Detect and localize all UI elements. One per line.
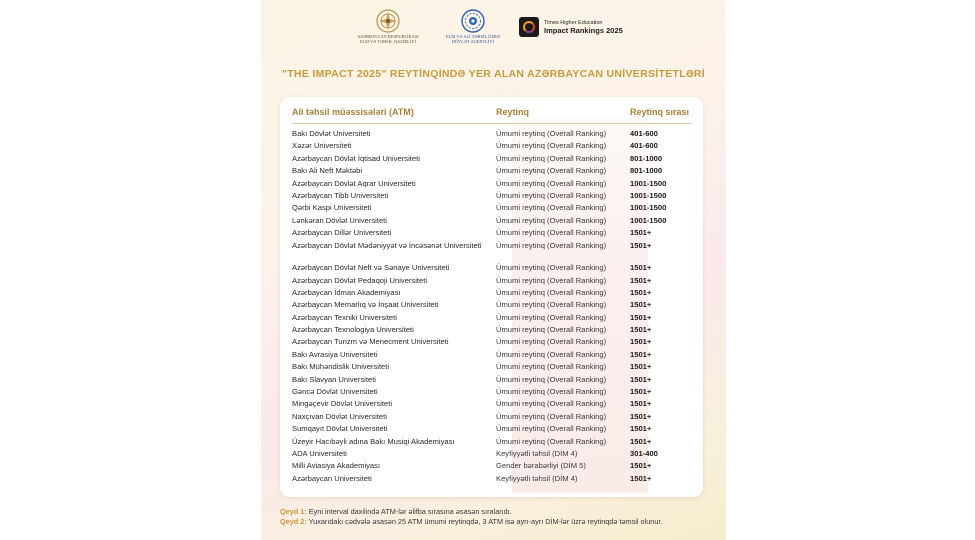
rating-type: Ümumi reytinq (Overall Ranking) [496, 411, 607, 421]
rating-type: Keyfiyyətli təhsil (DİM 4) [496, 448, 578, 458]
institution-name: Azərbaycan Dövlət Pedaqoji Universiteti [292, 275, 428, 285]
rank-value: 1501+ [630, 349, 652, 359]
institution-name: Üzeyir Hacıbəyli adına Bakı Musiqi Akademiyası [292, 436, 455, 446]
rank-value: 801-1000 [630, 153, 663, 163]
institution-name: Bakı Mühəndislik Universiteti [292, 362, 390, 372]
table-row [280, 154, 703, 166]
institution-name: Azərbaycan Memarlıq və İnşaat Universiteti [292, 300, 439, 310]
rank-value: 1501+ [630, 287, 652, 297]
rank-value: 1501+ [630, 399, 652, 409]
table-row [280, 449, 703, 461]
header-rating: Reytinq [496, 107, 530, 117]
the-big-text: Impact Rankings 2025 [544, 26, 623, 35]
table-row [280, 313, 703, 325]
table-row [280, 461, 703, 473]
rating-type: Ümumi reytinq (Overall Ranking) [496, 203, 607, 213]
table-body [280, 129, 703, 486]
rank-value: 1501+ [630, 263, 652, 273]
rank-value: 1501+ [630, 387, 652, 397]
institution-name: Bakı Dövlət Universiteti [292, 129, 371, 138]
rank-value: 1001-1500 [630, 178, 667, 188]
institution-name: Azərbaycan Dövlət Mədəniyyət və İncəsənət Universiteti [292, 240, 482, 250]
note-1 [280, 507, 720, 517]
rating-type: Ümumi reytinq (Overall Ranking) [496, 436, 607, 446]
rank-value: 1501+ [630, 228, 652, 238]
rating-type: Ümumi reytinq (Overall Ranking) [496, 362, 607, 372]
rank-value: 1501+ [630, 362, 652, 372]
rank-value: 1501+ [630, 312, 652, 322]
rating-type: Ümumi reytinq (Overall Ranking) [496, 424, 607, 434]
rank-value: 301-400 [630, 448, 658, 458]
rating-type: Ümumi reytinq (Overall Ranking) [496, 228, 607, 238]
institution-name: Milli Aviasiya Akademiyası [292, 461, 381, 471]
rating-type: Ümumi reytinq (Overall Ranking) [496, 215, 607, 225]
institution-name: Naxçıvan Dövlət Universiteti [292, 411, 387, 421]
rank-value: 401-600 [630, 129, 658, 138]
agency-caption-line2: DÖVLƏT AGENTLİYİ [451, 39, 495, 44]
table-row [280, 141, 703, 153]
institution-name: Sumqayıt Dövlət Universiteti [292, 424, 388, 434]
rank-value: 1501+ [630, 240, 652, 250]
rating-type: Ümumi reytinq (Overall Ranking) [496, 300, 607, 310]
institution-name: Azərbaycan Dövlət Neft və Sənaye Universiteti [292, 263, 450, 273]
institution-name: Bakı Slavyan Universiteti [292, 374, 376, 384]
rank-value: 1501+ [630, 300, 652, 310]
institution-name: Azərbaycan Dövlət İqtisad Universiteti [292, 153, 420, 163]
page-title: "THE IMPACT 2025" REYTİNQİNDƏ YER ALAN AZƏRBAYCAN UNİVERSİTETLƏRİ [282, 68, 705, 80]
institution-name: Bakı Ali Neft Məktəbi [292, 166, 363, 176]
agency-logo [438, 8, 508, 44]
rating-type: Ümumi reytinq (Overall Ranking) [496, 178, 607, 188]
institution-name: Lənkəran Dövlət Universiteti [292, 215, 387, 225]
institution-name: Azərbaycan Turizm və Menecment Universiteti [292, 337, 449, 347]
ranking-table [280, 97, 703, 497]
rank-value: 1501+ [630, 411, 652, 421]
table-row [280, 228, 703, 240]
rank-value: 1501+ [630, 424, 652, 434]
rank-value: 1501+ [630, 275, 652, 285]
rank-value: 1501+ [630, 473, 652, 483]
rank-value: 1001-1500 [630, 190, 667, 200]
rating-type: Ümumi reytinq (Overall Ranking) [496, 166, 607, 176]
rating-type: Ümumi reytinq (Overall Ranking) [496, 240, 607, 250]
institution-name: Mingəçevir Dövlət Universiteti [292, 399, 393, 409]
rating-type: Ümumi reytinq (Overall Ranking) [496, 337, 607, 347]
institution-name: Bakı Avrasiya Universiteti [292, 349, 378, 359]
table-row [280, 191, 703, 203]
table-row [280, 412, 703, 424]
rank-value: 1501+ [630, 325, 652, 335]
table-row [280, 350, 703, 362]
rating-type: Ümumi reytinq (Overall Ranking) [496, 263, 607, 273]
the-logo-icon [519, 17, 539, 37]
institution-name: Azərbaycan İdman Akademiyası [292, 287, 401, 297]
agency-caption-line1: ELM VƏ ALİ TƏHSİL ÜZRƏ [446, 34, 500, 39]
rating-type: Ümumi reytinq (Overall Ranking) [496, 129, 607, 138]
note-1-text: Eyni interval daxilində ATM-lər əlifba sırasına əsasən sıralanıb. [308, 507, 512, 516]
table-row [280, 203, 703, 215]
footnotes [280, 507, 720, 527]
rating-type: Ümumi reytinq (Overall Ranking) [496, 399, 607, 409]
note-2-text: Yuxarıdakı cədvələ əsasən 25 ATM ümumi reytinqdə, 3 ATM isə ayrı-ayrı DİM-lər üzrə reytinqdə təmsil olunur. [308, 517, 663, 526]
ministry-logo [353, 8, 423, 44]
table-row [280, 387, 703, 399]
table-row [280, 337, 703, 349]
table-row [280, 166, 703, 178]
rating-type: Ümumi reytinq (Overall Ranking) [496, 387, 607, 397]
rank-value: 801-1000 [630, 166, 663, 176]
note-1-label: Qeyd 1: [280, 507, 307, 516]
note-2-label: Qeyd 2: [280, 517, 307, 526]
ministry-caption-line2: ELM VƏ TƏHSİL NAZİRLİYİ [359, 39, 417, 44]
table-row [280, 300, 703, 312]
institution-name: Qərbi Kaspi Universiteti [292, 203, 372, 213]
rating-type: Keyfiyyətli təhsil (DİM 4) [496, 473, 578, 483]
the-small-text: Times Higher Education [544, 20, 603, 26]
institution-name: Azərbaycan Texniki Universiteti [292, 312, 397, 322]
rank-value: 1501+ [630, 337, 652, 347]
table-row [280, 241, 703, 264]
institution-name: Azərbaycan Dillər Universiteti [292, 228, 392, 238]
institution-name: Azərbaycan Universiteti [292, 473, 372, 483]
table-row [280, 362, 703, 374]
institution-name: Xəzər Universiteti [292, 141, 352, 151]
table-row [280, 375, 703, 387]
institution-name: Azərbaycan Dövlət Aqrar Universiteti [292, 178, 416, 188]
rating-type: Ümumi reytinq (Overall Ranking) [496, 141, 607, 151]
poster [261, 0, 726, 540]
institution-name: ADA Universiteti [292, 448, 347, 458]
rank-value: 1001-1500 [630, 203, 667, 213]
institution-name: Azərbaycan Tibb Universiteti [292, 190, 389, 200]
table-row [280, 399, 703, 411]
ministry-emblem-icon [375, 8, 401, 34]
agency-emblem-icon [460, 8, 486, 34]
rating-type: Ümumi reytinq (Overall Ranking) [496, 325, 607, 335]
rank-value: 1501+ [630, 436, 652, 446]
table-row [280, 325, 703, 337]
header-divider [292, 123, 692, 124]
table-row [280, 474, 703, 486]
institution-name: Azərbaycan Texnologiya Universiteti [292, 325, 414, 335]
table-row [280, 437, 703, 449]
rating-type: Ümumi reytinq (Overall Ranking) [496, 374, 607, 384]
table-row [280, 276, 703, 288]
table-row [280, 263, 703, 275]
rating-type: Gender bərabərliyi (DİM 5) [496, 461, 586, 471]
rank-value: 1001-1500 [630, 215, 667, 225]
rank-value: 1501+ [630, 374, 652, 384]
ministry-caption-line1: AZƏRBAYCAN RESPUBLİKASI [357, 34, 419, 39]
rating-type: Ümumi reytinq (Overall Ranking) [496, 153, 607, 163]
table-row [280, 424, 703, 436]
header-institution: Ali təhsil müəssisələri (ATM) [292, 107, 414, 117]
rank-value: 401-600 [630, 141, 658, 151]
rating-type: Ümumi reytinq (Overall Ranking) [496, 190, 607, 200]
rating-type: Ümumi reytinq (Overall Ranking) [496, 349, 607, 359]
rank-value: 1501+ [630, 461, 652, 471]
header-rank: Reytinq sırası [630, 107, 690, 117]
note-2 [280, 517, 720, 527]
table-row [280, 179, 703, 191]
rating-type: Ümumi reytinq (Overall Ranking) [496, 312, 607, 322]
table-row [280, 216, 703, 228]
logo-bar [261, 8, 726, 53]
table-row [280, 288, 703, 300]
table-row [280, 129, 703, 141]
rating-type: Ümumi reytinq (Overall Ranking) [496, 275, 607, 285]
rating-type: Ümumi reytinq (Overall Ranking) [496, 287, 607, 297]
institution-name: Gəncə Dövlət Universiteti [292, 387, 378, 397]
